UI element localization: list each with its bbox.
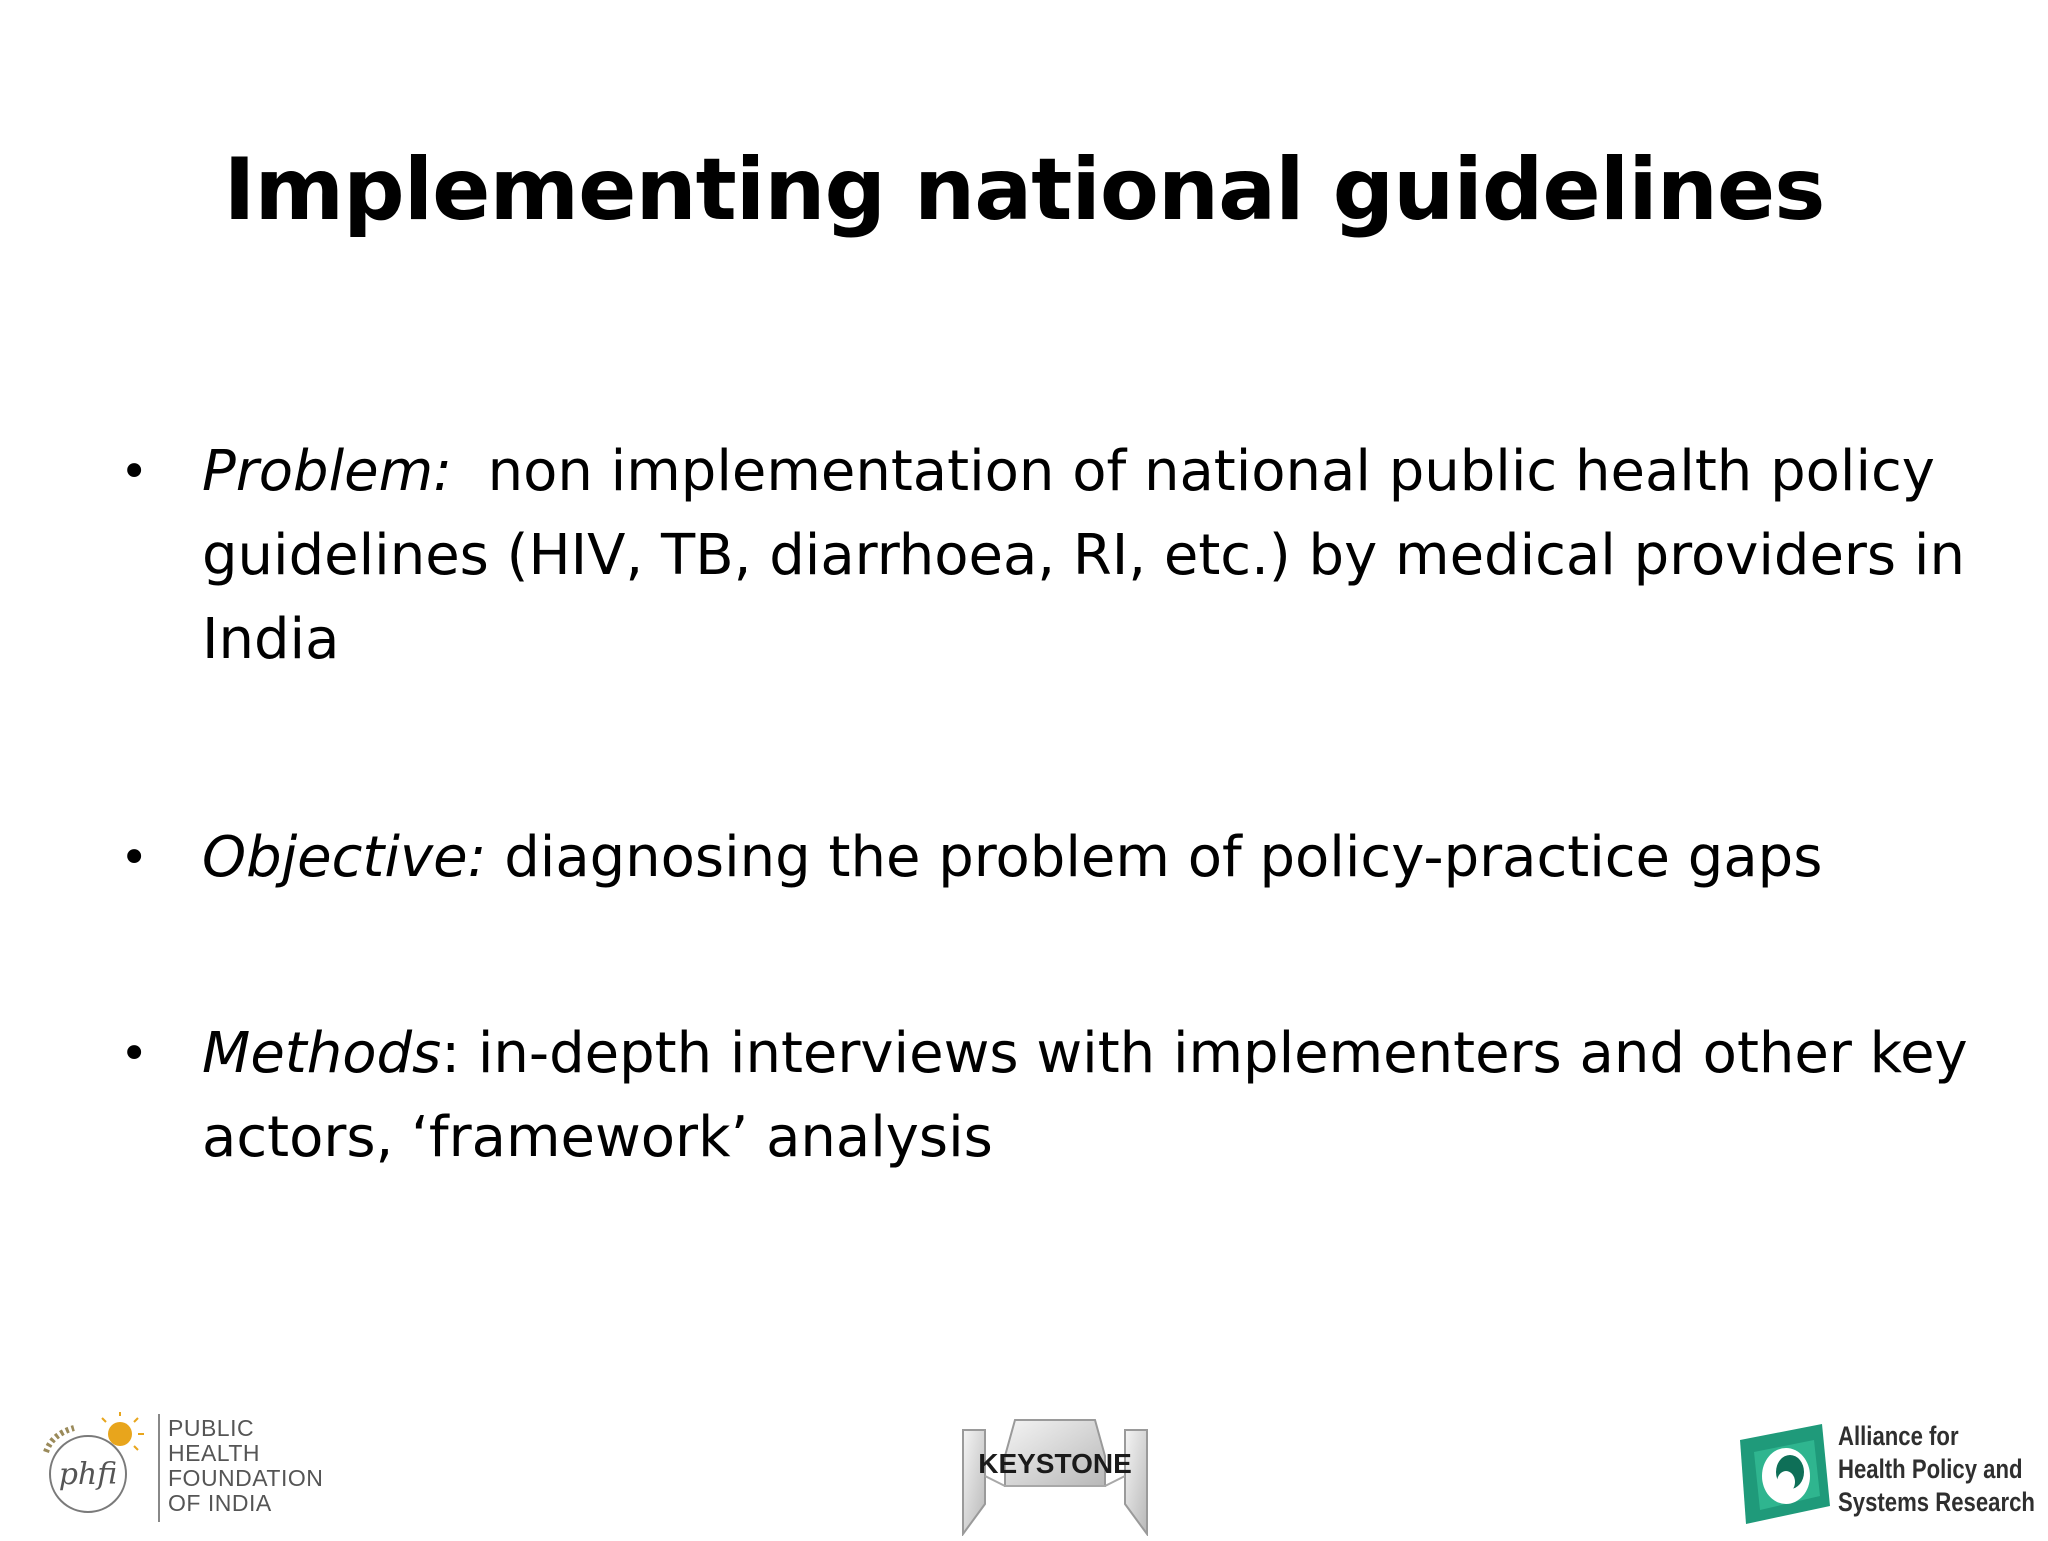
phfi-wordmark (168, 1416, 323, 1516)
phfi-line: HEALTH (168, 1440, 261, 1466)
alliance-logo (1734, 1418, 2034, 1530)
bullet-dot: • (120, 444, 149, 500)
bullet-dot: • (120, 830, 149, 886)
alliance-wordmark (1838, 1420, 2035, 1519)
bullet-lead-methods: Methods (202, 1021, 442, 1086)
phfi-logo (22, 1408, 342, 1526)
bullet-text-methods: : in-depth interviews with implementers and other key actors, ‘framework’ analysis (202, 1021, 1968, 1170)
slide-title: Implementing national guidelines (223, 140, 1825, 240)
bullet-text-objective: diagnosing the problem of policy-practice gaps (486, 825, 1823, 890)
alliance-mark-icon (1734, 1422, 1834, 1526)
bullet-dot: • (120, 1026, 149, 1082)
keystone-logo (955, 1416, 1155, 1536)
alliance-line: Health Policy and (1838, 1454, 2023, 1484)
alliance-line: Systems Research (1838, 1487, 2035, 1517)
bullet-text-problem: non implementation of national public health policy guidelines (HIV, TB, diarrhoea, RI, etc.) by medical providers in India (202, 439, 1983, 672)
phfi-divider (158, 1414, 160, 1522)
keystone-label: KEYSTONE (978, 1448, 1132, 1479)
alliance-line: Alliance for (1838, 1421, 1959, 1451)
phfi-line: OF INDIA (168, 1490, 272, 1516)
phfi-monogram: phfi (58, 1457, 118, 1492)
bullet-objective (120, 816, 1980, 900)
bullet-methods (120, 1012, 1980, 1180)
phfi-line: FOUNDATION (168, 1465, 324, 1491)
bullet-lead-objective: Objective: (202, 825, 487, 890)
bullet-list (120, 430, 1983, 1180)
phfi-seal-icon (22, 1412, 154, 1522)
phfi-line: PUBLIC (168, 1415, 255, 1441)
bullet-lead-problem: Problem: (202, 439, 453, 504)
bullet-problem (120, 430, 1983, 682)
